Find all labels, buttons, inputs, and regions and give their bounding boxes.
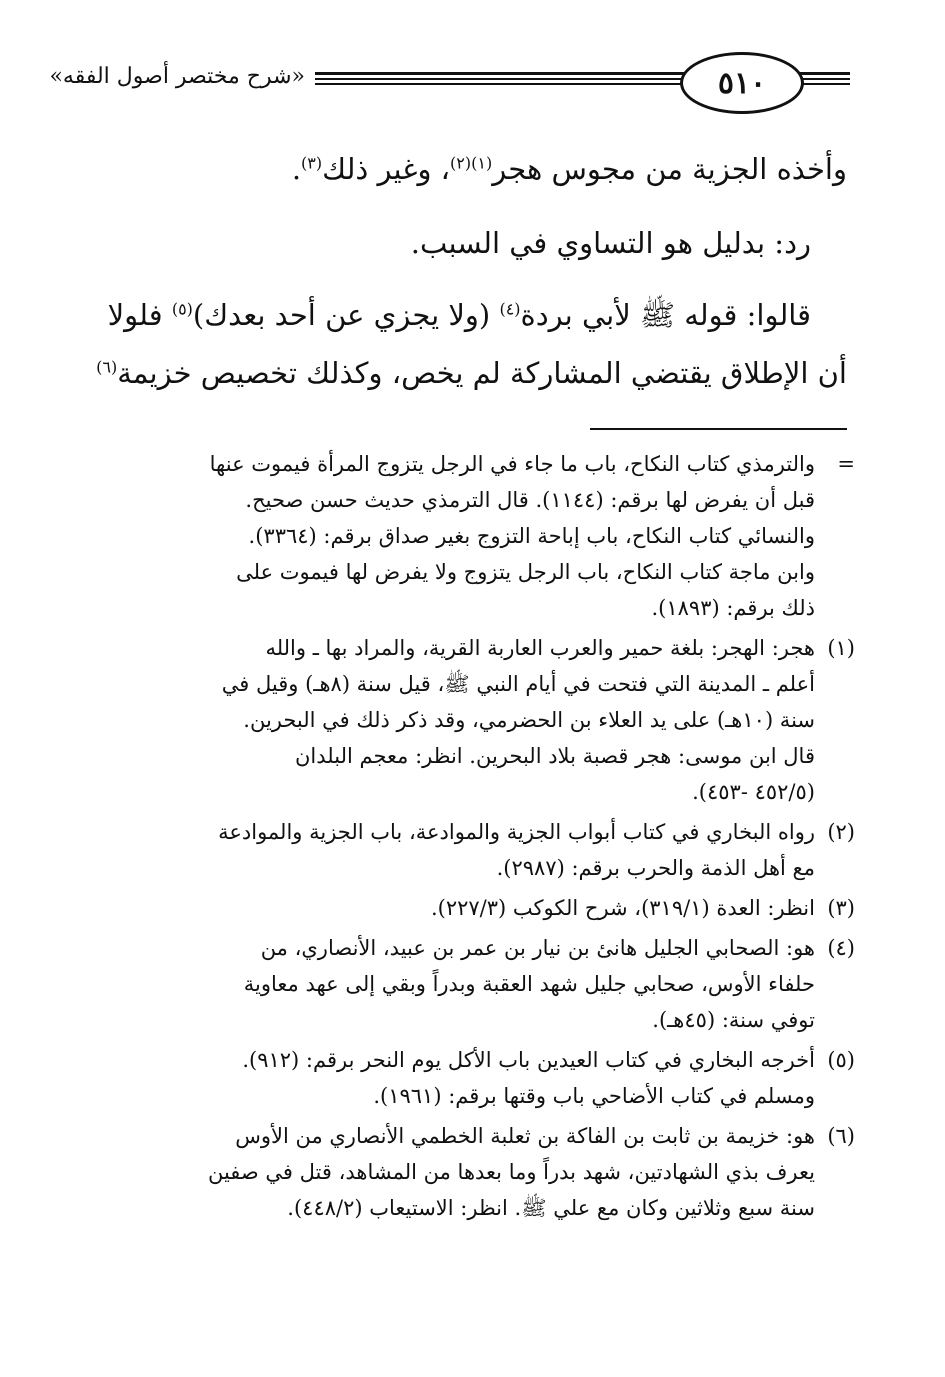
footnote-line: (٤٥٢/٥ -٤٥٣).: [692, 780, 815, 804]
main-text-span: .: [291, 152, 302, 186]
footnote-marker: (٣): [827, 896, 855, 920]
footnote-line: مع أهل الذمة والحرب برقم: (٢٩٨٧).: [496, 856, 815, 880]
footnote-separator: [590, 428, 847, 430]
main-text-span: قالوا: قوله ﷺ لأبي بردة: [520, 298, 811, 332]
footnote-line: والترمذي كتاب النكاح، باب ما جاء في الرجل يتزوج المرأة فيموت عنها: [209, 452, 815, 476]
footnote-line: ذلك برقم: (١٨٩٣).: [651, 596, 815, 620]
footnote-ref: (٤): [499, 299, 521, 319]
main-paragraph: رد: بدليل هو التساوي في السبب.: [410, 226, 811, 260]
main-paragraph: [95, 286, 847, 344]
footnote-body: [95, 890, 815, 926]
page-header: [49, 44, 850, 114]
main-text: [95, 138, 847, 402]
footnote-line: وابن ماجة كتاب النكاح، باب الرجل يتزوج ولا يفرض لها فيموت على: [236, 560, 815, 584]
footnote-body: [95, 1118, 815, 1226]
footnote-line: هو: خزيمة بن ثابت بن الفاكة بن ثعلبة الخطمي الأنصاري من الأوس: [235, 1124, 815, 1148]
footnote-line: رواه البخاري في كتاب أبواب الجزية والموادعة، باب الجزية والموادعة: [218, 820, 815, 844]
footnote-marker: (٥): [827, 1048, 855, 1072]
footnote: [95, 814, 855, 886]
footnote-ref: (٣): [301, 153, 323, 173]
footnote-line: والنسائي كتاب النكاح، باب إباحة التزوج بغير صداق برقم: (٣٣٦٤).: [248, 524, 815, 548]
footnotes: [95, 446, 855, 1230]
footnote-line: أخرجه البخاري في كتاب العيدين باب الأكل يوم النحر برقم: (٩١٢).: [242, 1048, 815, 1072]
footnote-marker: (٦): [827, 1124, 855, 1148]
footnote-ref: (٥): [171, 299, 193, 319]
footnote-body: [95, 930, 815, 1038]
footnote: [95, 630, 855, 810]
footnote-body: [95, 630, 815, 810]
footnote-marker: (١): [827, 636, 855, 660]
footnote-line: انظر: العدة (٣١٩/١)، شرح الكوكب (٢٢٧/٣).: [430, 896, 815, 920]
main-text-span: وأخذه الجزية من مجوس هجر: [492, 152, 847, 186]
footnote-line: حلفاء الأوس، صحابي جليل شهد العقبة وبدراً وبقي إلى عهد معاوية: [243, 972, 815, 996]
main-paragraph: [95, 344, 847, 402]
footnote-marker: (٤): [827, 936, 855, 960]
footnote-ref: (٦): [96, 357, 118, 377]
footnote-line: توفي سنة: (٤٥هـ).: [652, 1008, 815, 1032]
footnote-line: قبل أن يفرض لها برقم: (١١٤٤). قال الترمذي حديث حسن صحيح.: [245, 488, 815, 512]
footnote-line: أعلم ـ المدينة التي فتحت في أيام النبي ﷺ، قيل سنة (٨هـ) وقيل في: [221, 672, 815, 696]
main-text-span: (ولا يجزي عن أحد بعدك): [192, 298, 500, 332]
main-text-span: فلولا: [107, 298, 172, 332]
footnote: [95, 1118, 855, 1226]
footnote-line: سنة (١٠هـ) على يد العلاء بن الحضرمي، وقد ذكر ذلك في البحرين.: [243, 708, 815, 732]
footnote-line: قال ابن موسى: هجر قصبة بلاد البحرين. انظر: معجم البلدان: [295, 744, 815, 768]
main-text-span: أن الإطلاق يقتضي المشاركة لم يخص، وكذلك تخصيص خزيمة: [117, 356, 847, 390]
footnote-line: سنة سبع وثلاثين وكان مع علي ﷺ. انظر: الاستيعاب (٤٤٨/٢).: [287, 1196, 815, 1220]
running-title: «شرح مختصر أصول الفقه»: [49, 64, 305, 89]
footnote-body: [95, 814, 815, 886]
footnote-line: ومسلم في كتاب الأضاحي باب وقتها برقم: (١٩٦١).: [373, 1084, 815, 1108]
footnote-ref: (١)(٢): [450, 153, 493, 173]
footnote-line: يعرف بذي الشهادتين، شهد بدراً وما بعدها من المشاهد، قتل في صفين: [207, 1160, 815, 1184]
footnote-line: هو: الصحابي الجليل هانئ بن نيار بن عمر بن عبيد، الأنصاري، من: [260, 936, 815, 960]
footnote-marker: (٢): [827, 820, 855, 844]
footnote-marker: =: [837, 452, 855, 476]
main-text-span: ، وغير ذلك: [322, 152, 451, 186]
footnote-line: هجر: الهجر: بلغة حمير والعرب العاربة القرية، والمراد بها ـ والله: [265, 636, 815, 660]
footnote: [95, 1042, 855, 1114]
main-paragraph: [95, 138, 847, 200]
footnote: [95, 446, 855, 626]
footnote-body: [95, 1042, 815, 1114]
footnote: [95, 930, 855, 1038]
footnote-body: [95, 446, 815, 626]
page-number: ٥١٠: [680, 52, 804, 114]
footnote: [95, 890, 855, 926]
